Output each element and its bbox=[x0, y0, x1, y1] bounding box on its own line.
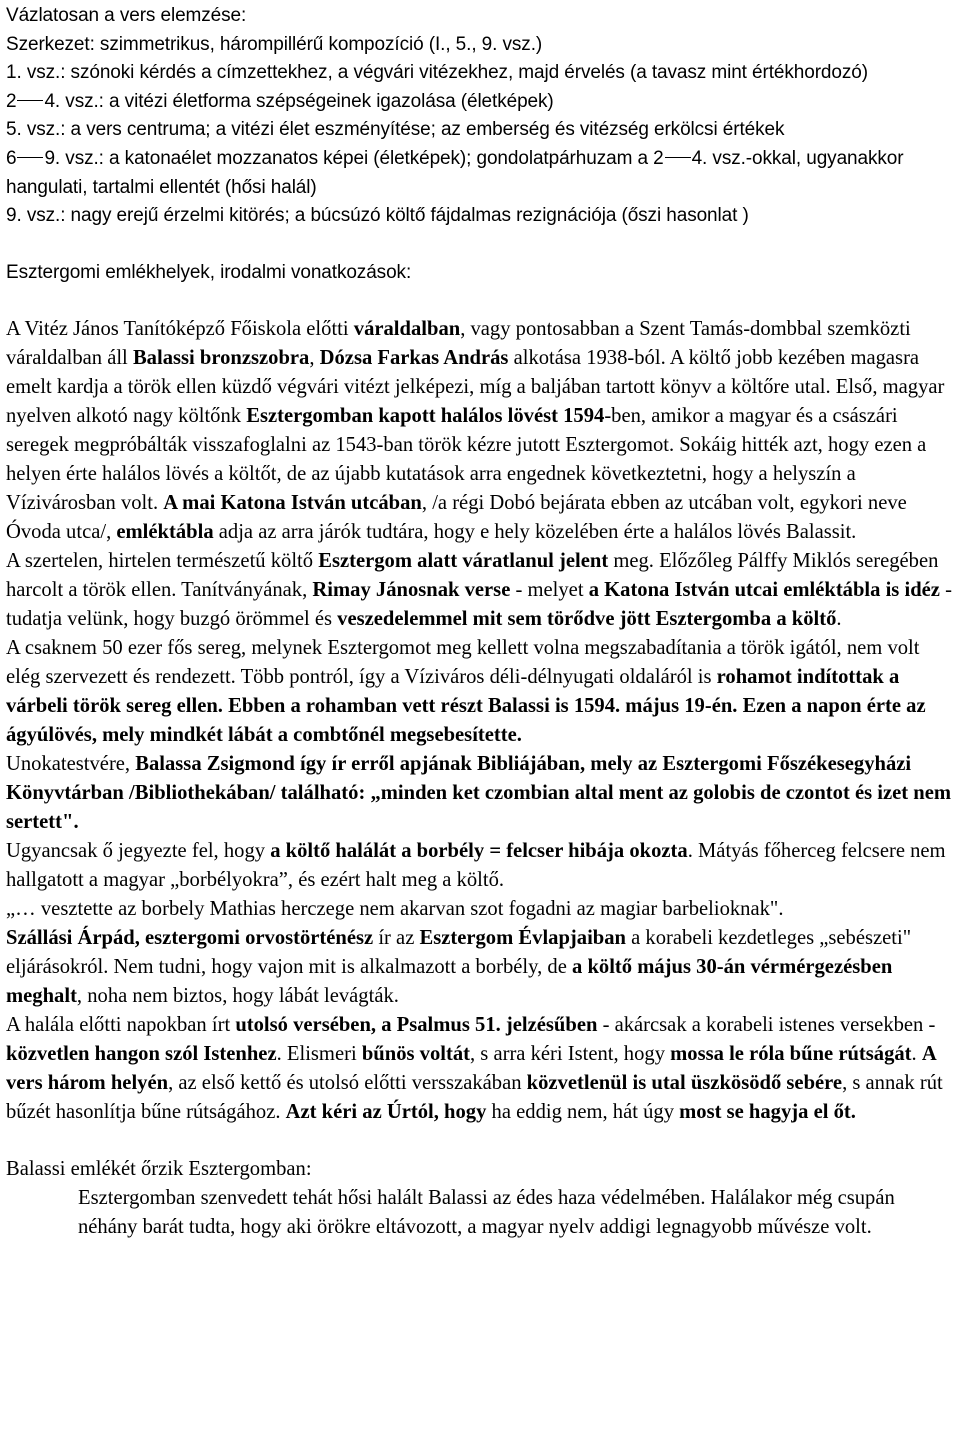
document-page bbox=[6, 2, 956, 1242]
outline-title: Vázlatosan a vers elemzése: bbox=[6, 5, 247, 26]
outline-verse-1: 1. vsz.: szónoki kérdés a címzettekhez, a végvári vitézekhez, majd érvelés (a tavasz mint értékhordozó) bbox=[6, 62, 868, 84]
paragraph-cousin: Unokatestvére, Balassa Zsigmond így ír erről apjának Bibliájában, mely az Esztergomi Főszékesegyházi Könyvtárban /Bibliothekában/ található: „minden ket czombian altal ment az golobis de czontot és izet nem sertett". bbox=[6, 753, 952, 834]
paragraph-memory-heading: Balassi emlékét őrzik Esztergomban: bbox=[6, 1158, 312, 1181]
paragraph-psalm: A halála előtti napokban írt utolsó versében, a Psalmus 51. jelzésűben - akárcsak a korabeli istenes versekben - közvetlen hangon szól Istenhez. Elismeri bűnös voltát, s arra kéri Istent, hogy mossa le róla bűne rútságát. A vers három helyén, az első kettő és utolsó előtti versszakában közvetlenül is utal üszkösödő sebére, s annak rút bűzét hasonlítja bűne rútságához. Azt kéri az Úrtól, hogy ha eddig nem, hát úgy most se hagyja el őt. bbox=[6, 1014, 943, 1124]
paragraph-historian: Szállási Árpád, esztergomi orvostörténész ír az Esztergom Évlapjaiban a korabeli kezdetleges „sebészeti" eljárásokról. Nem tudni, hogy vajon mit is alkalmazott a borbély, de a költő május 30-án vérmérgezésben meghalt, noha nem biztos, hogy lábát levágták. bbox=[6, 927, 912, 1008]
paragraph-arrival: A szertelen, hirtelen természetű költő Esztergom alatt váratlanul jelent meg. Előzőleg Pálffy Miklós seregében harcolt a török ellen. Tanítványának, Rimay Jánosnak verse - melyet a Katona István utcai emléktábla is idéz - tudatja velünk, hogy buzgó örömmel és veszedelemmel mit sem törődve jött Esztergomba a költő. bbox=[6, 550, 952, 631]
outline-verse-6-9: 6 9. vsz.: a katonaélet mozzanatos képei (életképek); gondolatpárhuzam a 2 4. vsz.-okkal, ugyanakkor hangulati, tartalmi ellentét (hősi halál) bbox=[6, 147, 904, 198]
paragraph-barber: Ugyancsak ő jegyezte fel, hogy a költő halálát a borbély = felcser hibája okozta. Mátyás főherceg felcsere nem hallgatott a magyar „borbélyokra”, és ezért halt meg a költő. bbox=[6, 840, 946, 892]
dash-line bbox=[17, 100, 43, 101]
paragraph-siege: A csaknem 50 ezer fős sereg, melynek Esztergomot meg kellett volna megszabadítania a török igától, nem volt elég szervezett és rendezett. Több pontról, így a Víziváros déli-délnyugati oldaláról is rohamot indítottak a várbeli török sereg ellen. Ebben a rohamban vett részt Balassi is 1594. május 19-én. Ezen a napon érte az ágyúlövés, mely mindkét lábát a combtőnél megsebesítette. bbox=[6, 637, 926, 747]
dash-line bbox=[17, 157, 43, 158]
outline-section bbox=[6, 2, 956, 315]
outline-verse-2-4: 2 4. vsz.: a vitézi életforma szépségeinek igazolása (életképek) bbox=[6, 90, 554, 112]
dash-line bbox=[665, 157, 691, 158]
paragraph-closing: Esztergomban szenvedett tehát hősi halált Balassi az édes haza védelmében. Halálakor még csupán néhány barát tudta, hogy aki örökre eltávozott, a magyar nyelv addigi legnagyobb művésze volt. bbox=[78, 1187, 895, 1239]
paragraph-quote: „… vesztette az borbely Mathias herczege nem akarvan szot fogadni az magiar barbelioknak". bbox=[6, 898, 784, 921]
outline-verse-9: 9. vsz.: nagy erejű érzelmi kitörés; a búcsúzó költő fájdalmas rezignációja (őszi hasonlat ) bbox=[6, 205, 749, 227]
memorials-heading: Esztergomi emlékhelyek, irodalmi vonatkozások: bbox=[6, 261, 412, 283]
outline-verse-5: 5. vsz.: a vers centruma; a vitézi élet eszményítése; az emberség és vitézség erkölcsi értékek bbox=[6, 119, 785, 141]
outline-structure: Szerkezet: szimmetrikus, hárompillérű kompozíció (I., 5., 9. vsz.) bbox=[6, 33, 543, 55]
article-body bbox=[6, 315, 956, 1242]
paragraph-statue: A Vitéz János Tanítóképző Főiskola előtti váraldalban, vagy pontosabban a Szent Tamás-dombbal szemközti váraldalban áll Balassi bronzszobra, Dózsa Farkas András alkotása 1938-ból. A költő jobb kezében magasra emelt kardja a török ellen küzdő végvári vitézt jelképezi, míg a baljában tartott könyv a költőre utal. Első, magyar nyelven alkotó nagy költőnk Esztergomban kapott halálos lövést 1594-ben, amikor a magyar és a császári seregek megpróbálták visszafoglalni az 1543-ban török kézre jutott Esztergomot. Sokáig hitték azt, hogy ezen a helyen érte halálos lövés a költőt, de az újabb kutatások arra engednek következtetni, hogy a helyszín a Vízivárosban volt. A mai Katona István utcában, /a régi Dobó bejárata ebben az utcában volt, egykori neve Óvoda utca/, emléktábla adja az arra járók tudtára, hogy e hely közelében érte a halálos lövés Balassit. bbox=[6, 318, 945, 544]
